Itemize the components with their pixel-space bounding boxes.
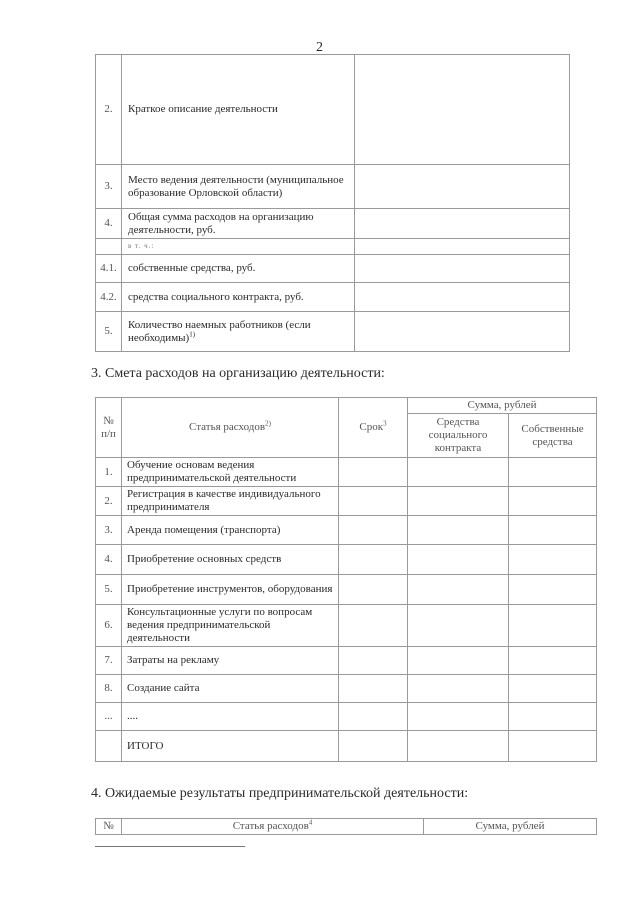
social-cell[interactable]: [408, 605, 509, 647]
table-row: [96, 675, 597, 703]
row-number: 3.: [96, 165, 122, 209]
row-number: 4.2.: [96, 283, 122, 312]
value-cell[interactable]: [355, 283, 570, 312]
expense-budget-table: [95, 397, 597, 762]
header-term-text: Срок: [359, 421, 384, 433]
row-number: 2.: [96, 55, 122, 165]
social-cell[interactable]: [408, 675, 509, 703]
header-term: [339, 398, 408, 458]
table-row: [96, 283, 570, 312]
row-number: 7.: [96, 647, 122, 675]
header-item: [122, 819, 424, 835]
own-cell[interactable]: [509, 647, 597, 675]
own-cell[interactable]: [509, 731, 597, 762]
social-cell[interactable]: [408, 647, 509, 675]
own-cell[interactable]: [509, 458, 597, 487]
term-cell[interactable]: [339, 675, 408, 703]
row-number: 4.1.: [96, 255, 122, 283]
row-label: средства социального контракта, руб.: [122, 283, 355, 312]
row-label: Регистрация в качестве индивидуального предпринимателя: [122, 487, 339, 516]
table-row: [96, 545, 597, 575]
row-number: [96, 239, 122, 255]
footnote-separator: [95, 846, 245, 847]
term-cell[interactable]: [339, 487, 408, 516]
header-num: № п/п: [96, 398, 122, 458]
header-sum: Сумма, рублей: [424, 819, 597, 835]
row-number: 4.: [96, 209, 122, 239]
table-row: [96, 239, 570, 255]
term-cell[interactable]: [339, 516, 408, 545]
table-row: [96, 647, 597, 675]
value-cell[interactable]: [355, 165, 570, 209]
social-cell[interactable]: [408, 487, 509, 516]
value-cell[interactable]: [355, 239, 570, 255]
footnote-ref: 4: [308, 818, 313, 827]
value-cell[interactable]: [355, 209, 570, 239]
table-row: [96, 516, 597, 545]
value-cell[interactable]: [355, 55, 570, 165]
row-number: 2.: [96, 487, 122, 516]
social-cell[interactable]: [408, 458, 509, 487]
social-cell[interactable]: [408, 545, 509, 575]
row-number: [96, 731, 122, 762]
term-cell[interactable]: [339, 545, 408, 575]
footnote-ref: 2): [265, 419, 271, 428]
own-cell[interactable]: [509, 605, 597, 647]
social-cell[interactable]: [408, 516, 509, 545]
activity-info-table: [95, 54, 570, 352]
row-number: 6.: [96, 605, 122, 647]
table-row: [96, 575, 597, 605]
row-number: 8.: [96, 675, 122, 703]
own-cell[interactable]: [509, 487, 597, 516]
section-4-title: 4. Ожидаемые результаты предпринимательской деятельности:: [91, 786, 469, 801]
own-cell[interactable]: [509, 516, 597, 545]
header-item-text: Статья расходов: [232, 820, 309, 832]
own-cell[interactable]: [509, 703, 597, 731]
table-row: [96, 55, 570, 165]
header-item-text: Статья расходов: [189, 421, 266, 433]
header-social-funds: Средства социального контракта: [408, 414, 509, 458]
header-row: [96, 819, 597, 835]
row-label: Создание сайта: [122, 675, 339, 703]
row-label: Место ведения деятельности (муниципальное образование Орловской области): [122, 165, 355, 209]
value-cell[interactable]: [355, 312, 570, 352]
total-label: ИТОГО: [122, 731, 339, 762]
section-3-title: 3. Смета расходов на организацию деятельности:: [91, 366, 385, 381]
term-cell[interactable]: [339, 605, 408, 647]
own-cell[interactable]: [509, 575, 597, 605]
term-cell[interactable]: [339, 703, 408, 731]
row-label: ....: [122, 703, 339, 731]
term-cell[interactable]: [339, 647, 408, 675]
own-cell[interactable]: [509, 675, 597, 703]
header-item: [122, 398, 339, 458]
row-label: Общая сумма расходов на организацию деятельности, руб.: [122, 209, 355, 239]
social-cell[interactable]: [408, 575, 509, 605]
row-number: 1.: [96, 458, 122, 487]
row-number: ...: [96, 703, 122, 731]
row-label: Краткое описание деятельности: [122, 55, 355, 165]
own-cell[interactable]: [509, 545, 597, 575]
header-sum: Сумма, рублей: [408, 398, 597, 414]
table-row: [96, 209, 570, 239]
table-row: [96, 312, 570, 352]
row-number: 4.: [96, 545, 122, 575]
term-cell[interactable]: [339, 458, 408, 487]
table-row: [96, 487, 597, 516]
table-row: [96, 255, 570, 283]
row-label-text: Количество наемных работников (если необходимы): [128, 318, 311, 344]
row-label: Аренда помещения (транспорта): [122, 516, 339, 545]
term-cell[interactable]: [339, 575, 408, 605]
expected-results-table: [95, 818, 597, 835]
total-row: [96, 731, 597, 762]
header-row: [96, 398, 597, 414]
table-row: [96, 703, 597, 731]
table-row: [96, 458, 597, 487]
page-number: 2: [316, 40, 323, 55]
header-num: №: [96, 819, 122, 835]
row-number: 3.: [96, 516, 122, 545]
row-label: Консультационные услуги по вопросам ведения предпринимательской деятельности: [122, 605, 339, 647]
row-label: в т. ч.:: [122, 239, 355, 255]
social-cell[interactable]: [408, 703, 509, 731]
row-label: Приобретение основных средств: [122, 545, 339, 575]
row-label: Приобретение инструментов, оборудования: [122, 575, 339, 605]
row-number: 5.: [96, 575, 122, 605]
row-label: собственные средства, руб.: [122, 255, 355, 283]
header-own-funds: Собственные средства: [509, 414, 597, 458]
footnote-ref: 1): [189, 329, 196, 338]
table-row: [96, 605, 597, 647]
term-cell[interactable]: [339, 731, 408, 762]
social-cell[interactable]: [408, 731, 509, 762]
value-cell[interactable]: [355, 255, 570, 283]
footnote-ref: 3: [383, 419, 387, 428]
table-row: [96, 165, 570, 209]
row-number: 5.: [96, 312, 122, 352]
row-label: [122, 312, 355, 352]
row-label: Затраты на рекламу: [122, 647, 339, 675]
row-label: Обучение основам ведения предпринимательской деятельности: [122, 458, 339, 487]
